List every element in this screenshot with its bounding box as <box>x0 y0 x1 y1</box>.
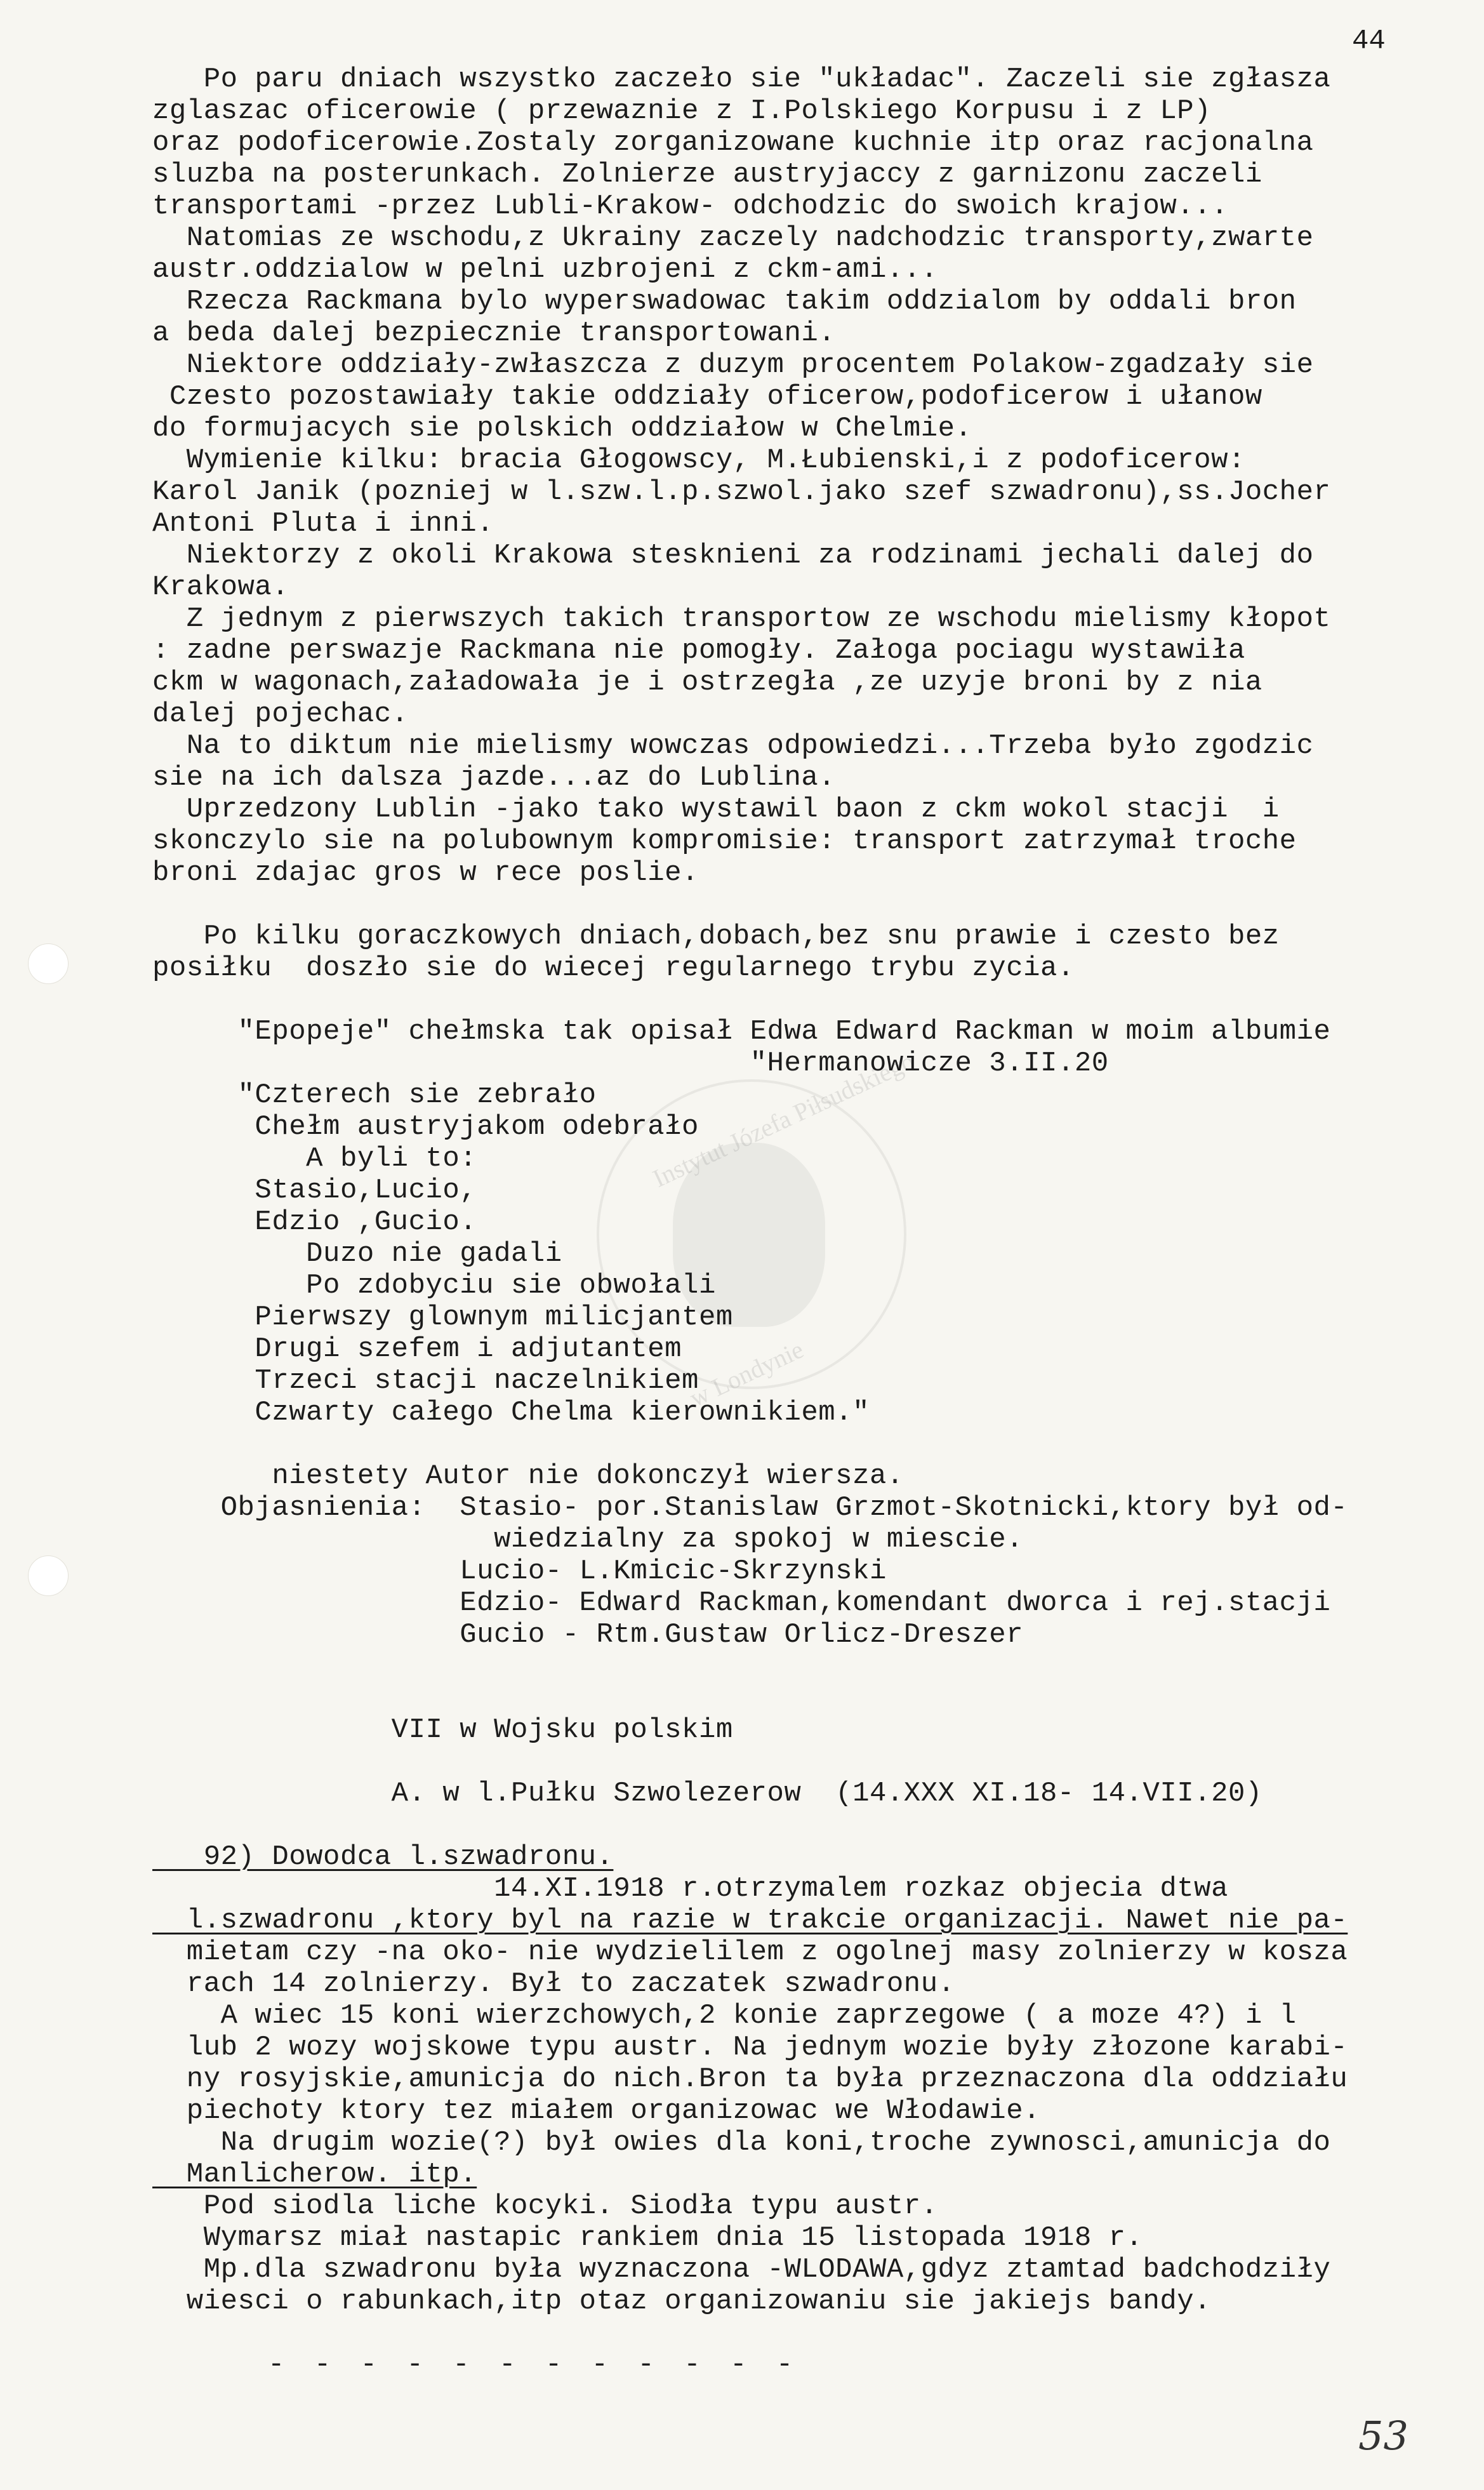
watermark-text-2: w Londynie <box>685 1335 808 1413</box>
text-line: - - - - - - - - - - - - <box>152 2349 800 2381</box>
text-line: Pod siodla liche kocyki. Siodła typu austr. <box>152 2190 938 2222</box>
text-line: "Hermanowicze 3.II.20 <box>152 1048 1109 1079</box>
text-line: oraz podoficerowie.Zostaly zorganizowane kuchnie itp oraz racjonalna <box>152 127 1314 159</box>
text-line: rach 14 zolnierzy. Był to zaczatek szwadronu. <box>152 1968 955 2000</box>
text-line: Edzio- Edward Rackman,komendant dworca i rej.stacji <box>152 1587 1331 1619</box>
text-line: posiłku doszło sie do wiecej regularnego trybu zycia. <box>152 952 1075 984</box>
text-line: a beda dalej bezpiecznie transportowani. <box>152 317 836 349</box>
text-line: Czwarty całego Chelma kierownikiem." <box>152 1397 870 1428</box>
text-line: Trzeci stacji naczelnikiem <box>152 1365 699 1397</box>
text-line: Krakowa. <box>152 571 289 603</box>
text-line: Mp.dla szwadronu była wyznaczona -WLODAWA,gdyz ztamtad badchodziły <box>152 2254 1331 2286</box>
text-line: Stasio,Lucio, <box>152 1175 477 1206</box>
text-line: austr.oddzialow w pelni uzbrojeni z ckm-ami... <box>152 254 938 286</box>
text-line: Duzo nie gadali <box>152 1238 562 1270</box>
text-line: zglaszac oficerowie ( przewaznie z I.Polskiego Korpusu i z LP) <box>152 95 1212 127</box>
text-line: Po zdobyciu sie obwołali <box>152 1270 716 1302</box>
text-line: Po paru dniach wszystko zaczeło sie "układac". Zaczeli sie zgłasza <box>152 63 1331 95</box>
text-line: Uprzedzony Lublin -jako tako wystawil baon z ckm wokol stacji i <box>152 794 1280 825</box>
text-line: Na drugim wozie(?) był owies dla koni,troche zywnosci,amunicja do <box>152 2127 1331 2159</box>
text-line: Chełm austryjakom odebrało <box>152 1111 699 1143</box>
text-line: piechoty ktory tez miałem organizowac we Włodawie. <box>152 2095 1041 2127</box>
text-line: niestety Autor nie dokonczył wiersza. <box>152 1460 904 1492</box>
text-line: Edzio ,Gucio. <box>152 1206 477 1238</box>
watermark-text-1: Instytut Józefa Piłsudskiego <box>648 1046 919 1193</box>
text-line: dalej pojechac. <box>152 698 409 730</box>
text-line: sie na ich dalsza jazde...az do Lublina. <box>152 762 836 794</box>
text-line: Antoni Pluta i inni. <box>152 508 494 540</box>
text-line: Objasnienia: Stasio- por.Stanislaw Grzmot-Skotnicki,ktory był od- <box>152 1492 1348 1524</box>
punch-hole <box>28 943 69 984</box>
text-line: Po kilku goraczkowych dniach,dobach,bez snu prawie i czesto bez <box>152 921 1280 952</box>
text-line: A. w l.Pułku Szwolezerow (14.XXX XI.18- 14.VII.20) <box>152 1778 1262 1809</box>
text-line: Pierwszy glownym milicjantem <box>152 1302 733 1333</box>
text-line: Z jednym z pierwszych takich transportow ze wschodu mielismy kłopot <box>152 603 1331 635</box>
text-line: Natomias ze wschodu,z Ukrainy zaczely nadchodzic transporty,zwarte <box>152 222 1314 254</box>
text-line: : zadne perswazje Rackmana nie pomogły. Załoga pociagu wystawiła <box>152 635 1245 667</box>
text-line: 14.XI.1918 r.otrzymalem rozkaz objecia dtwa <box>152 1873 1228 1905</box>
text-line: Wymienie kilku: bracia Głogowscy, M.Łubienski,i z podoficerow: <box>152 444 1245 476</box>
text-line: transportami -przez Lubli-Krakow- odchodzic do swoich krajow... <box>152 190 1228 222</box>
text-line: lub 2 wozy wojskowe typu austr. Na jednym wozie były złozone karabi- <box>152 2032 1348 2063</box>
text-line: skonczylo sie na polubownym kompromisie: transport zatrzymał troche <box>152 825 1297 857</box>
text-line: Niektorzy z okoli Krakowa stesknieni za rodzinami jechali dalej do <box>152 540 1314 571</box>
text-line: A byli to: <box>152 1143 477 1175</box>
text-line: 92) Dowodca l.szwadronu. <box>152 1841 614 1873</box>
text-line: ny rosyjskie,amunicja do nich.Bron ta była przeznaczona dla oddziału <box>152 2063 1348 2095</box>
text-line: Gucio - Rtm.Gustaw Orlicz-Dreszer <box>152 1619 1024 1651</box>
text-line: "Epopeje" chełmska tak opisał Edwa Edward Rackman w moim albumie <box>152 1016 1331 1048</box>
text-line: "Czterech sie zebrało <box>152 1079 597 1111</box>
handwritten-page-number: 53 <box>1358 2413 1408 2459</box>
text-line: wiesci o rabunkach,itp otaz organizowaniu sie jakiejs bandy. <box>152 2286 1212 2317</box>
text-line: Wymarsz miał nastapic rankiem dnia 15 listopada 1918 r. <box>152 2222 1143 2254</box>
text-line: ckm w wagonach,załadowała je i ostrzegła ,ze uzyje broni by z nia <box>152 667 1262 698</box>
text-line: Niektore oddziały-zwłaszcza z duzym procentem Polakow-zgadzały sie <box>152 349 1314 381</box>
text-line: Na to diktum nie mielismy wowczas odpowiedzi...Trzeba było zgodzic <box>152 730 1314 762</box>
text-line: broni zdajac gros w rece poslie. <box>152 857 699 889</box>
text-line: A wiec 15 koni wierzchowych,2 konie zaprzegowe ( a moze 4?) i l <box>152 2000 1297 2032</box>
text-line: Drugi szefem i adjutantem <box>152 1333 682 1365</box>
text-line: do formujacych sie polskich oddziałow w Chelmie. <box>152 413 972 444</box>
text-line: Lucio- L.Kmicic-Skrzynski <box>152 1555 887 1587</box>
punch-hole <box>28 1555 69 1596</box>
text-line: Czesto pozostawiały takie oddziały oficerow,podoficerow i ułanow <box>152 381 1262 413</box>
text-line: Manlicherow. itp. <box>152 2159 477 2190</box>
text-line: sluzba na posterunkach. Zolnierze austryjaccy z garnizonu zaczeli <box>152 159 1262 190</box>
text-line: l.szwadronu ,ktory byl na razie w trakcie organizacji. Nawet nie pa- <box>152 1905 1348 1936</box>
text-line: Karol Janik (pozniej w l.szw.l.p.szwol.jako szef szwadronu),ss.Jocher <box>152 476 1331 508</box>
text-line: Rzecza Rackmana bylo wyperswadowac takim oddzialom by oddali bron <box>152 286 1297 317</box>
text-line: wiedzialny za spokoj w miescie. <box>152 1524 1024 1555</box>
text-line: VII w Wojsku polskim <box>152 1714 733 1746</box>
text-line: mietam czy -na oko- nie wydzielilem z ogolnej masy zolnierzy w kosza <box>152 1936 1348 1968</box>
page-number: 44 <box>1352 25 1386 57</box>
